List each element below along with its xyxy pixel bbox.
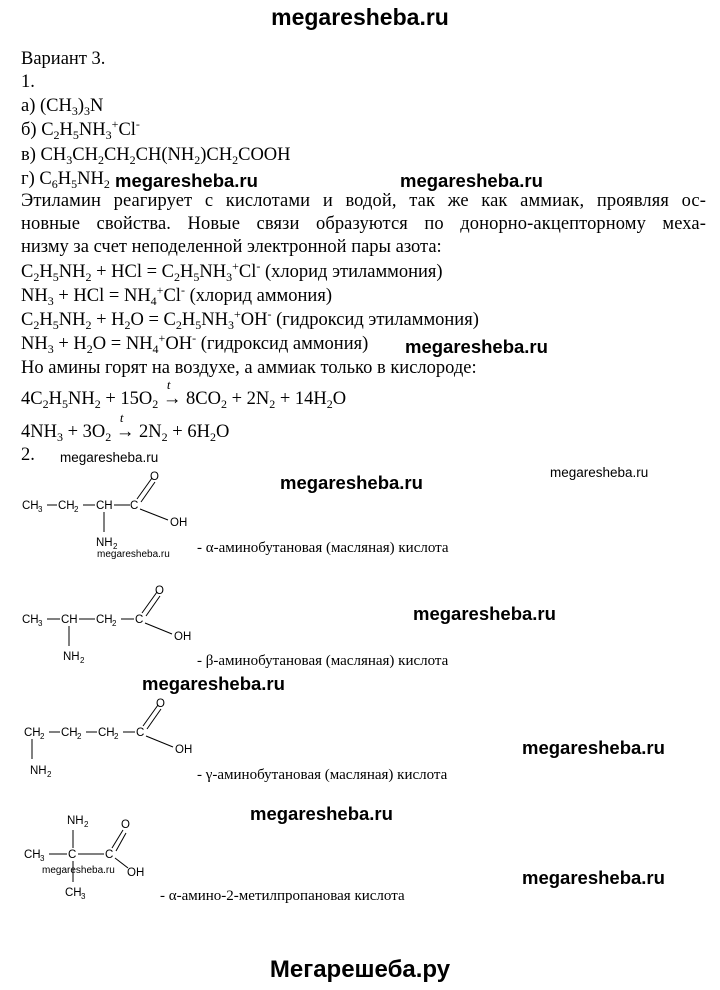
svg-text:3: 3 (38, 619, 43, 628)
svg-text:CH: CH (98, 727, 115, 739)
caption-beta-aminobutanoic: - β-аминобутановая (масляная) кислота (197, 653, 449, 669)
svg-text:2: 2 (77, 732, 82, 741)
svg-text:CH: CH (24, 849, 41, 861)
svg-text:OH: OH (127, 867, 145, 879)
watermark: megaresheba.ru (400, 170, 543, 191)
caption-alpha-amino-methylpropanoic: - α-амино-2-метилпропановая кислота (160, 888, 405, 904)
svg-text:3: 3 (38, 505, 43, 514)
reaction-4: $NH_3 + H_2O = NH_4^+OH^-$ (гидроксид аммония) (21, 331, 369, 356)
svg-text:CH: CH (58, 500, 75, 512)
svg-text:C: C (135, 614, 144, 626)
svg-text:CH: CH (61, 727, 78, 739)
watermark: megaresheba.ru (115, 170, 258, 191)
paragraph-line-3: низму за счет неподеленной электронной пары азота: (21, 237, 442, 257)
svg-text:2: 2 (84, 820, 89, 829)
svg-text:O: O (121, 819, 130, 831)
svg-text:CH: CH (61, 614, 78, 626)
task1-number: 1. (21, 72, 35, 92)
svg-text:NH: NH (67, 815, 84, 827)
svg-text:2: 2 (47, 770, 52, 779)
site-header: megaresheba.ru (271, 4, 449, 30)
svg-text:C: C (68, 849, 77, 861)
svg-text:OH: OH (175, 744, 193, 756)
watermark: megaresheba.ru (413, 603, 556, 624)
svg-text:NH: NH (96, 537, 113, 549)
watermark-small: megaresheba.ru (60, 450, 159, 465)
svg-text:2: 2 (80, 656, 85, 665)
svg-text:C: C (136, 727, 145, 739)
svg-text:CH: CH (96, 614, 113, 626)
structure-beta-aminobutanoic (20, 584, 200, 664)
svg-text:NH: NH (63, 651, 80, 663)
svg-text:OH: OH (174, 631, 192, 643)
caption-gamma-aminobutanoic: - γ-аминобутановая (масляная) кислота (197, 767, 448, 783)
answer-g: г) $C_6H_5NH_2$ (21, 169, 110, 191)
svg-text:2: 2 (113, 542, 118, 551)
svg-text:O: O (150, 471, 159, 483)
svg-text:CH: CH (96, 500, 113, 512)
answer-v: в) $CH_3CH_2CH_2CH(NH_2)CH_2COOH$ (21, 145, 291, 167)
watermark-small: megaresheba.ru (42, 865, 115, 876)
svg-text:CH: CH (22, 614, 39, 626)
answer-a: а) $(CH_3)_3N$ (21, 96, 104, 118)
variant-title: Вариант 3. (21, 49, 106, 69)
svg-text:O: O (155, 585, 164, 597)
paragraph-line-2: новные свойства. Новые связи образуются по донорно-акцепторному меха- (21, 214, 706, 234)
watermark: megaresheba.ru (522, 867, 665, 888)
watermark: megaresheba.ru (250, 803, 393, 824)
answer-b: б) $C_2H_5NH_3^+Cl^-$ (21, 117, 140, 142)
watermark: megaresheba.ru (280, 472, 423, 493)
svg-text:2: 2 (74, 505, 79, 514)
paragraph-line-1: Этиламин реагирует с кислотами и водой, так же как аммиак, проявляя ос- (21, 191, 706, 211)
structure-alpha-amino-methylpropanoic (20, 810, 200, 900)
watermark: megaresheba.ru (522, 737, 665, 758)
caption-alpha-aminobutanoic: - α-аминобутановая (масляная) кислота (197, 540, 449, 556)
watermark: megaresheba.ru (142, 673, 285, 694)
svg-text:NH: NH (30, 765, 47, 777)
site-footer: Мегарешеба.ру (269, 956, 451, 983)
svg-text:3: 3 (81, 892, 86, 901)
combustion-reaction-2: $4NH_3 + 3O_2$ t → $2N_2 + 6H_2O$ (21, 410, 230, 444)
svg-text:O: O (156, 698, 165, 710)
structure-gamma-aminobutanoic (20, 697, 200, 779)
svg-text:2: 2 (40, 732, 45, 741)
svg-text:OH: OH (170, 517, 188, 529)
watermark-small: megaresheba.ru (550, 465, 649, 480)
structure-alpha-aminobutanoic (20, 470, 200, 555)
watermark: megaresheba.ru (405, 336, 548, 357)
svg-text:CH: CH (22, 500, 39, 512)
svg-text:CH: CH (65, 887, 82, 899)
combustion-reaction-1: $4C_2H_5NH_2 + 15O_2$ t → $8CO_2 + 2N_2 + 14H_2O$ (21, 377, 347, 411)
svg-text:2: 2 (112, 619, 117, 628)
svg-text:C: C (130, 500, 139, 512)
svg-text:C: C (105, 849, 114, 861)
svg-text:CH: CH (24, 727, 41, 739)
reaction-1: $C_2H_5NH_2$ + HCl = $C_2H_5NH_3^+Cl^-$ (хлорид этиламмония) (21, 259, 443, 284)
reaction-3: $C_2H_5NH_2 + H_2O = C_2H_5NH_3^+OH^-$ (гидроксид этиламмония) (21, 307, 479, 332)
svg-text:3: 3 (40, 854, 45, 863)
task2-number: 2. (21, 445, 35, 465)
watermark-small: megaresheba.ru (97, 549, 170, 560)
paragraph-line-4: Но амины горят на воздухе, а аммиак только в кислороде: (21, 358, 477, 378)
svg-text:2: 2 (114, 732, 119, 741)
reaction-2: $NH_3$ + HCl = $NH_4^+Cl^-$ (хлорид аммония) (21, 283, 332, 308)
